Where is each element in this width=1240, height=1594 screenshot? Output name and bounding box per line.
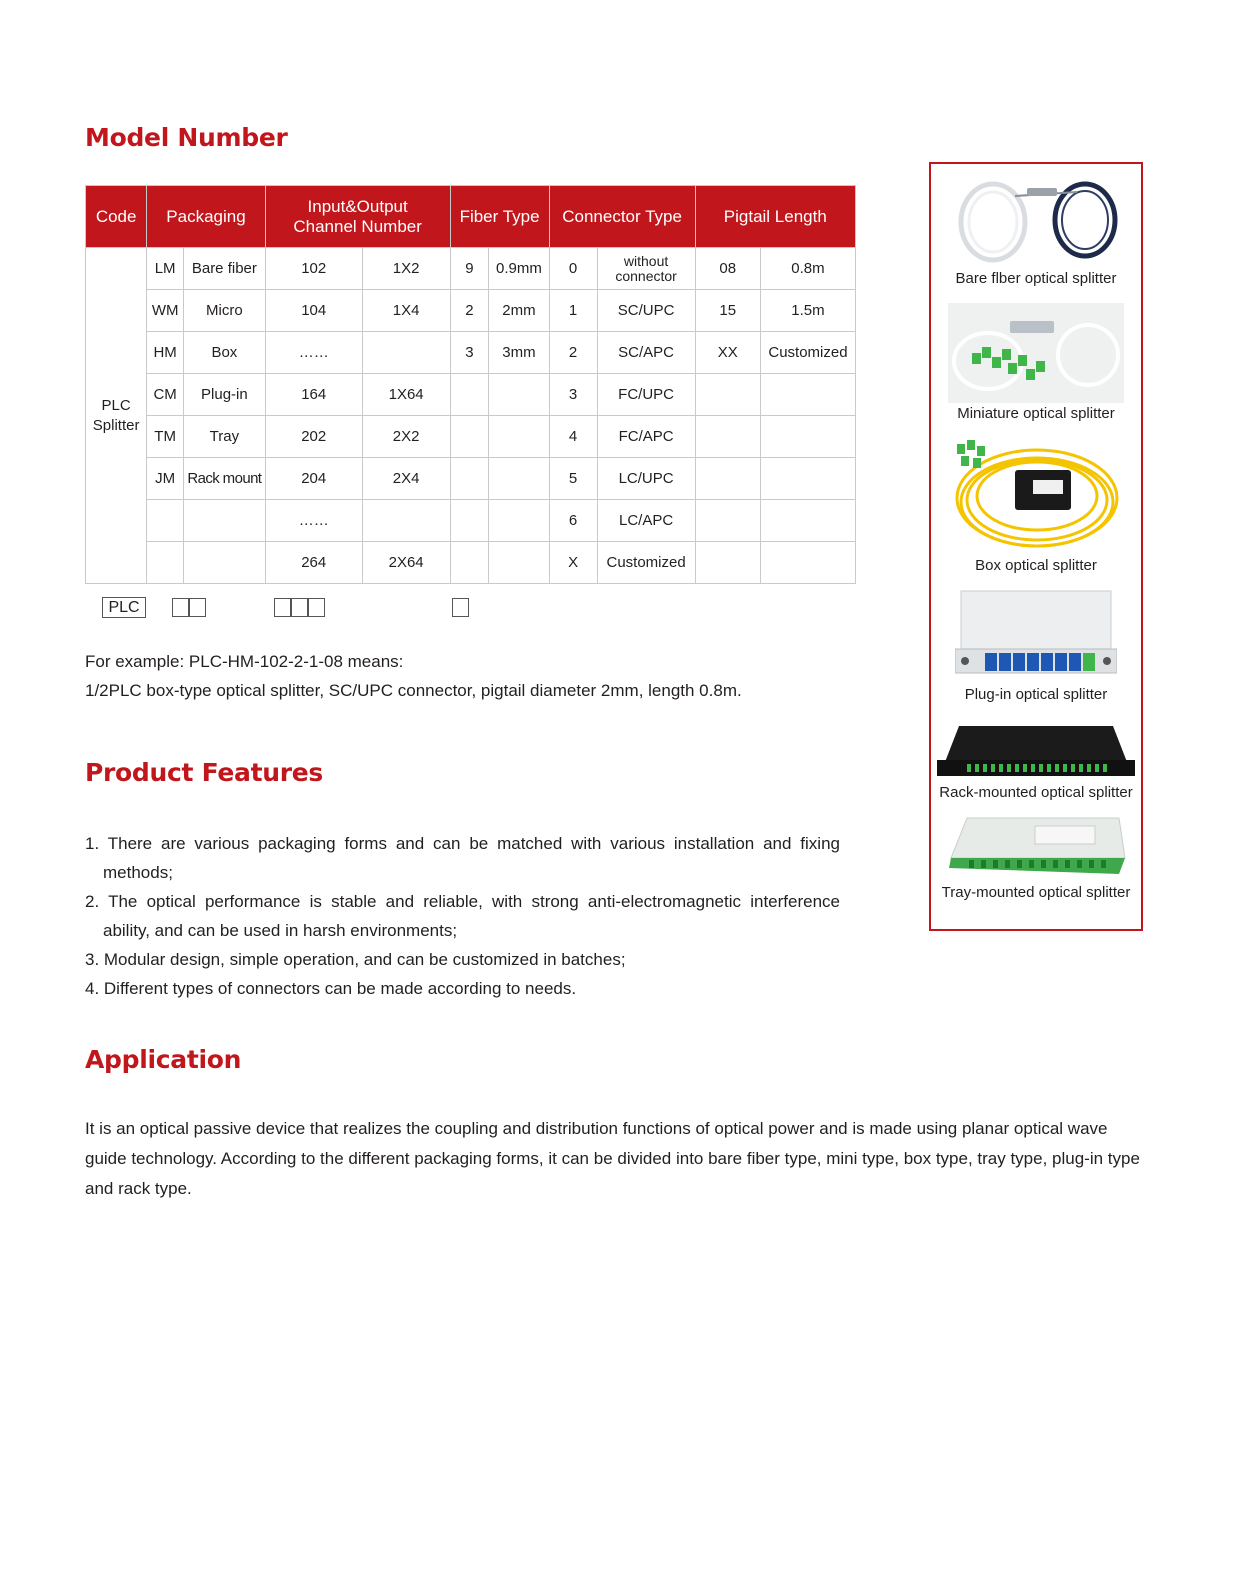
table-cell xyxy=(489,374,549,416)
table-cell: 2X2 xyxy=(362,416,450,458)
table-cell: SC/UPC xyxy=(597,290,695,332)
table-cell xyxy=(760,458,855,500)
table-cell xyxy=(489,458,549,500)
table-cell: 1X64 xyxy=(362,374,450,416)
table-cell: 2mm xyxy=(489,290,549,332)
table-cell xyxy=(362,500,450,542)
table-cell xyxy=(489,416,549,458)
bare-fiber-splitter-image xyxy=(957,176,1119,266)
header-input-output: Input&Output xyxy=(307,196,408,216)
product-caption: Miniature optical splitter xyxy=(957,405,1115,422)
table-row xyxy=(86,416,856,458)
model-number-heading: Model Number xyxy=(85,123,288,152)
table-row xyxy=(86,332,856,374)
table-cell: 0 xyxy=(549,248,597,290)
table-cell: 1.5m xyxy=(760,290,855,332)
application-heading: Application xyxy=(85,1045,242,1074)
table-cell: 264 xyxy=(265,542,362,584)
table-cell: Micro xyxy=(184,290,266,332)
header-channel-number-label: Channel Number xyxy=(293,216,422,236)
table-cell: 0.9mm xyxy=(489,248,549,290)
packaging-code-box xyxy=(172,598,189,617)
table-cell: 204 xyxy=(265,458,362,500)
product-caption: Plug-in optical splitter xyxy=(964,686,1108,703)
table-cell xyxy=(489,500,549,542)
table-cell: 0.8m xyxy=(760,248,855,290)
table-cell xyxy=(695,416,760,458)
table-cell xyxy=(760,500,855,542)
header-pigtail-length: Pigtail Length xyxy=(695,186,855,248)
table-cell xyxy=(450,500,489,542)
table-cell xyxy=(184,542,266,584)
channel-code-box xyxy=(291,598,308,617)
table-cell: SC/APC xyxy=(597,332,695,374)
table-cell xyxy=(147,500,184,542)
table-cell: LC/APC xyxy=(597,500,695,542)
table-cell: HM xyxy=(147,332,184,374)
code-cell: PLC Splitter xyxy=(86,248,147,584)
table-cell: …… xyxy=(265,500,362,542)
product-caption: Tray-mounted optical splitter xyxy=(941,884,1131,901)
example-line-2: 1/2PLC box-type optical splitter, SC/UPC connector, pigtail diameter 2mm, length 0.8m. xyxy=(85,681,742,700)
table-cell: 1X4 xyxy=(362,290,450,332)
product-caption: Bare flber optical splitter xyxy=(955,270,1117,287)
miniature-splitter-image xyxy=(948,303,1124,403)
table-cell: Plug-in xyxy=(184,374,266,416)
table-cell xyxy=(450,458,489,500)
tray-mounted-splitter-image xyxy=(949,816,1127,878)
product-caption: Box optical splitter xyxy=(975,557,1097,574)
table-cell: 3 xyxy=(450,332,489,374)
table-cell xyxy=(695,374,760,416)
table-cell: …… xyxy=(265,332,362,374)
table-cell: 3 xyxy=(549,374,597,416)
table-cell: 15 xyxy=(695,290,760,332)
channel-code-box xyxy=(274,598,291,617)
table-cell xyxy=(184,500,266,542)
header-packaging: Packaging xyxy=(147,186,265,248)
table-row xyxy=(86,458,856,500)
table-cell: 2 xyxy=(549,332,597,374)
box-splitter-image xyxy=(949,436,1123,552)
table-cell: 5 xyxy=(549,458,597,500)
table-cell: 9 xyxy=(450,248,489,290)
table-cell xyxy=(489,542,549,584)
header-channel-number xyxy=(265,186,450,248)
list-item: 2. The optical performance is stable and reliable, with strong anti-electromagnetic interference ability, and can be used in harsh environments; xyxy=(85,892,840,940)
table-cell: WM xyxy=(147,290,184,332)
example-line-1: For example: PLC-HM-102-2-1-08 means: xyxy=(85,652,404,671)
code-prefix-box: PLC xyxy=(102,597,146,618)
table-cell xyxy=(695,542,760,584)
plug-in-splitter-image xyxy=(955,589,1117,679)
table-cell: LM xyxy=(147,248,184,290)
table-row xyxy=(86,542,856,584)
table-cell xyxy=(450,542,489,584)
table-cell xyxy=(450,416,489,458)
table-cell xyxy=(760,374,855,416)
table-cell xyxy=(450,374,489,416)
header-connector-type: Connector Type xyxy=(549,186,695,248)
product-types-panel xyxy=(929,162,1143,931)
table-cell: TM xyxy=(147,416,184,458)
table-cell: 2X64 xyxy=(362,542,450,584)
table-cell: 202 xyxy=(265,416,362,458)
table-cell: Customized xyxy=(597,542,695,584)
table-cell: FC/UPC xyxy=(597,374,695,416)
table-cell: 1 xyxy=(549,290,597,332)
table-cell: Customized xyxy=(760,332,855,374)
list-item: 1. There are various packaging forms and can be matched with various installation and fixing methods; xyxy=(85,834,840,882)
table-cell: Bare fiber xyxy=(184,248,266,290)
table-row xyxy=(86,290,856,332)
table-cell: X xyxy=(549,542,597,584)
model-number-table xyxy=(85,185,856,584)
channel-code-box xyxy=(308,598,325,617)
table-cell xyxy=(760,416,855,458)
table-cell: 104 xyxy=(265,290,362,332)
table-cell: LC/UPC xyxy=(597,458,695,500)
table-header-row xyxy=(86,186,856,248)
table-cell: 08 xyxy=(695,248,760,290)
fiber-code-box xyxy=(452,598,469,617)
table-cell xyxy=(695,500,760,542)
application-text: It is an optical passive device that realizes the coupling and distribution functions of optical power and is made using planar optical wave guide technology. According to the different packaging forms, it can be divided into bare fiber type, mini type, box type, tray type, plug-in type and rack type. xyxy=(85,1119,1140,1198)
list-item: 4. Different types of connectors can be made according to needs. xyxy=(85,979,577,998)
table-cell: JM xyxy=(147,458,184,500)
product-caption: Rack-mounted optical splitter xyxy=(939,784,1133,801)
table-cell: 4 xyxy=(549,416,597,458)
table-cell: CM xyxy=(147,374,184,416)
table-cell xyxy=(760,542,855,584)
table-cell: 1X2 xyxy=(362,248,450,290)
table-cell xyxy=(362,332,450,374)
table-cell: Rack mount xyxy=(184,458,266,500)
table-cell: Box xyxy=(184,332,266,374)
table-cell: 102 xyxy=(265,248,362,290)
product-features-heading: Product Features xyxy=(85,758,323,787)
table-cell: FC/APC xyxy=(597,416,695,458)
features-list xyxy=(85,829,840,1003)
table-cell: Tray xyxy=(184,416,266,458)
table-cell xyxy=(695,458,760,500)
table-cell: 6 xyxy=(549,500,597,542)
table-row xyxy=(86,500,856,542)
packaging-code-box xyxy=(189,598,206,617)
header-code: Code xyxy=(86,186,147,248)
list-item: 3. Modular design, simple operation, and can be customized in batches; xyxy=(85,950,626,969)
table-row xyxy=(86,374,856,416)
table-cell xyxy=(147,542,184,584)
table-cell: 3mm xyxy=(489,332,549,374)
table-cell: 2X4 xyxy=(362,458,450,500)
table-cell: without connector xyxy=(597,248,695,290)
table-row xyxy=(86,248,856,290)
table-cell: 2 xyxy=(450,290,489,332)
table-cell: 164 xyxy=(265,374,362,416)
header-fiber-type: Fiber Type xyxy=(450,186,549,248)
rack-mounted-splitter-image xyxy=(937,724,1135,778)
table-cell: XX xyxy=(695,332,760,374)
